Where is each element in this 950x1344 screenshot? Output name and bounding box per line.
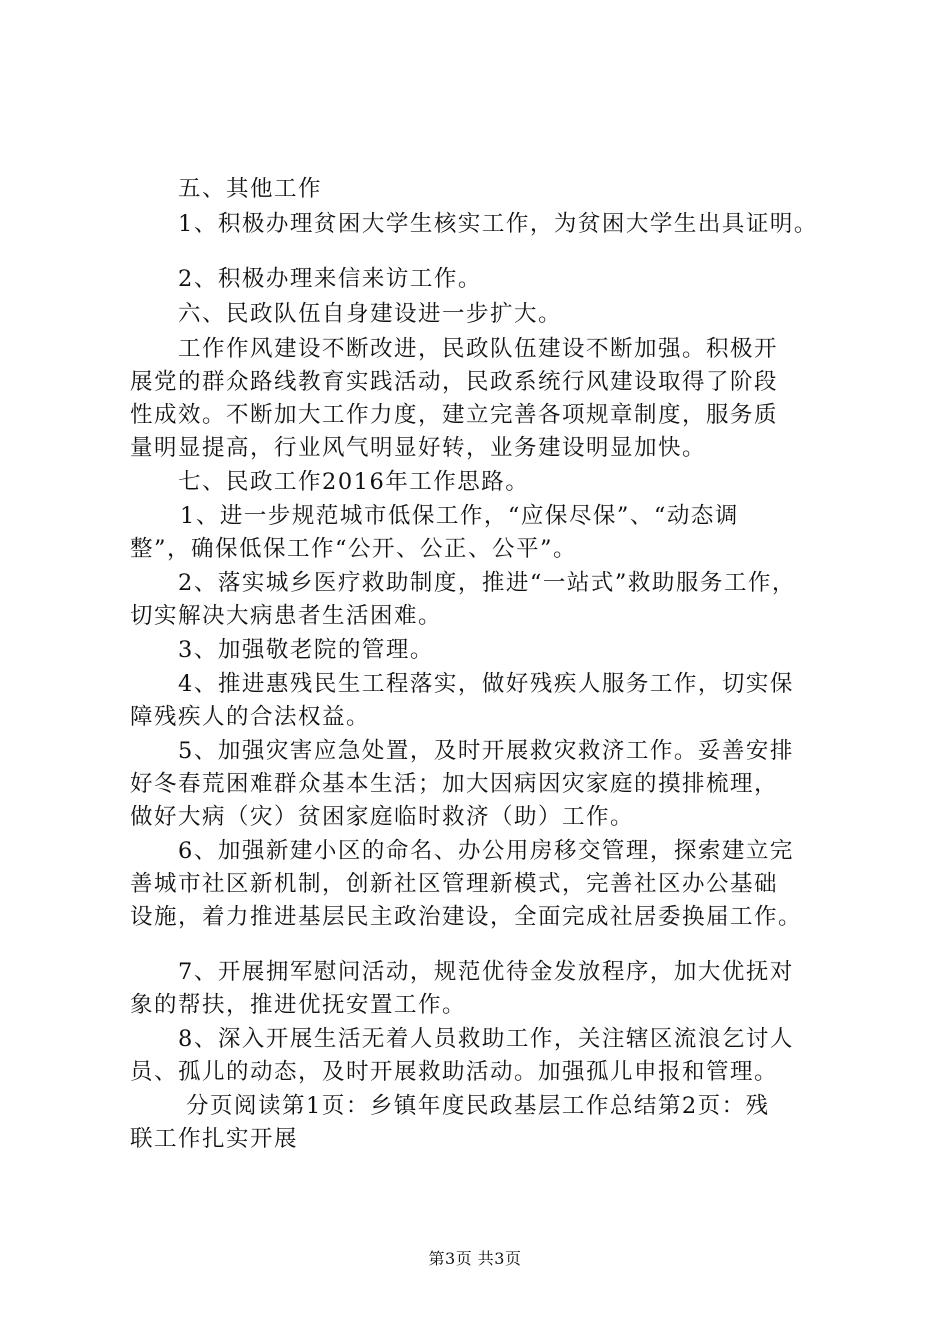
- list-item: 8、深入开展生活无着人员救助工作，关注辖区流浪乞讨人: [178, 1026, 794, 1052]
- list-item: 5、加强灾害应急处置，及时开展救灾救济工作。妥善安排: [178, 738, 794, 764]
- paragraph-line: 性成效。不断加大工作力度，建立完善各项规章制度，服务质: [130, 402, 779, 428]
- section-heading: 六、民政队伍自身建设进一步扩大。: [178, 301, 563, 327]
- list-item: 7、开展拥军慰问活动，规范优待金发放程序，加大优抚对: [178, 959, 794, 985]
- list-item: 6、加强新建小区的命名、办公用房移交管理，探索建立完: [178, 838, 794, 864]
- paragraph-line: 员、孤儿的动态，及时开展救助活动。加强孤儿申报和管理。: [130, 1059, 779, 1085]
- paragraph-line: 障残疾人的合法权益。: [130, 704, 371, 730]
- paragraph-line: 展党的群众路线教育实践活动，民政系统行风建设取得了阶段: [130, 369, 779, 395]
- section-heading: 七、民政工作2016年工作思路。: [178, 469, 530, 495]
- list-item: 2、积极办理来信来访工作。: [178, 266, 482, 292]
- list-item: 4、推进惠残民生工程落实，做好残疾人服务工作，切实保: [178, 671, 794, 697]
- paragraph-line: 做好大病（灾）贫困家庭临时救济（助）工作。: [130, 804, 635, 830]
- paragraph-line: 善城市社区新机制，创新社区管理新模式，完善社区办公基础: [130, 871, 779, 897]
- paragraph-line: 象的帮扶，推进优抚安置工作。: [130, 992, 467, 1018]
- paragraph-line: 设施，着力推进基层民主政治建设，全面完成社居委换届工作。: [130, 904, 803, 930]
- list-item: 1、积极办理贫困大学生核实工作，为贫困大学生出具证明。: [178, 211, 818, 237]
- list-item: 1、进一步规范城市低保工作，“应保尽保”、“动态调: [180, 503, 739, 529]
- section-heading: 五、其他工作: [178, 176, 323, 202]
- paragraph-line: 量明显提高，行业风气明显好转，业务建设明显加快。: [130, 435, 707, 461]
- page-number: 第3页 共3页: [428, 1249, 522, 1268]
- paragraph-line: 联工作扎实开展: [130, 1126, 299, 1152]
- paragraph-line: 分页阅读第1页：乡镇年度民政基层工作总结第2页：残: [186, 1093, 770, 1119]
- paragraph-line: 好冬春荒困难群众基本生活；加大因病因灾家庭的摸排梳理，: [130, 771, 779, 797]
- list-item: 3、加强敬老院的管理。: [178, 637, 434, 663]
- paragraph-line: 整”，确保低保工作“公开、公正、公平”。: [130, 536, 578, 562]
- paragraph-line: 工作作风建设不断改进，民政队伍建设不断加强。积极开: [178, 336, 779, 362]
- list-item: 2、落实城乡医疗救助制度，推进“一站式”救助服务工作，: [178, 570, 796, 596]
- paragraph-line: 切实解决大病患者生活困难。: [130, 603, 443, 629]
